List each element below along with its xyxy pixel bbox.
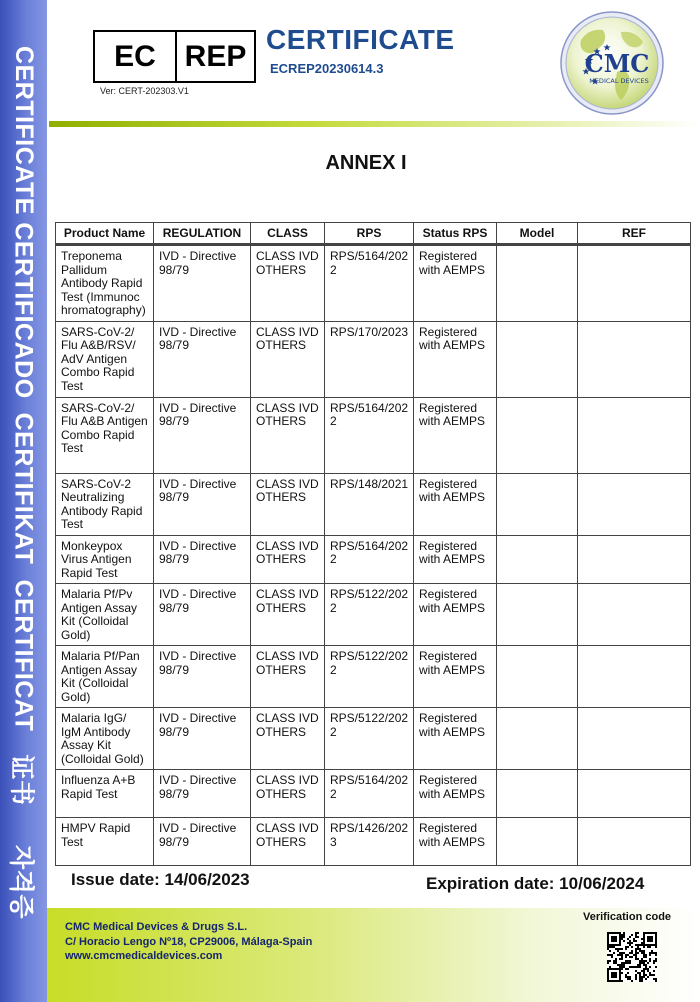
- cell-product-name: Monkeypox Virus Antigen Rapid Test: [56, 535, 154, 584]
- table-row: [56, 245, 691, 322]
- table-row: [56, 708, 691, 770]
- cell-product-name: Influenza A+B Rapid Test: [56, 770, 154, 818]
- cell-product-name: HMPV Rapid Test: [56, 818, 154, 866]
- cell-rps: RPS/170/2023: [325, 321, 414, 397]
- qr-code-icon: [607, 932, 657, 982]
- cell-status-rps: Registered with AEMPS: [414, 321, 497, 397]
- issue-date: Issue date: 14/06/2023: [71, 870, 250, 889]
- cell-status-rps: Registered with AEMPS: [414, 770, 497, 818]
- side-words: [0, 0, 47, 1002]
- cell-status-rps: Registered with AEMPS: [414, 708, 497, 770]
- footer-address: C/ Horacio Lengo Nº18, CP29006, Málaga-Spain: [65, 936, 313, 948]
- cell-model: [497, 397, 578, 473]
- cell-regulation: IVD - Directive 98/79: [154, 646, 251, 708]
- cell-ref: [578, 646, 691, 708]
- products-table: [55, 222, 691, 866]
- cell-class: CLASS IVD OTHERS: [251, 708, 325, 770]
- cell-ref: [578, 584, 691, 646]
- cell-regulation: IVD - Directive 98/79: [154, 770, 251, 818]
- col-header-rps: RPS: [325, 223, 414, 245]
- cell-product-name: Treponema Pallidum Antibody Rapid Test (Immunoc hromatography): [56, 245, 154, 322]
- table-header-row: [56, 223, 691, 245]
- cell-ref: [578, 535, 691, 584]
- cell-class: CLASS IVD OTHERS: [251, 818, 325, 866]
- col-header-product-name: Product Name: [56, 223, 154, 245]
- cell-status-rps: Registered with AEMPS: [414, 818, 497, 866]
- cell-class: CLASS IVD OTHERS: [251, 535, 325, 584]
- cell-ref: [578, 473, 691, 535]
- table-row: [56, 321, 691, 397]
- svg-text:CMC: CMC: [584, 49, 650, 78]
- side-word-certificat: CERTIFICAT: [9, 579, 38, 731]
- cell-ref: [578, 818, 691, 866]
- cell-rps: RPS/5122/202 2: [325, 646, 414, 708]
- cell-model: [497, 535, 578, 584]
- cell-status-rps: Registered with AEMPS: [414, 646, 497, 708]
- cell-ref: [578, 321, 691, 397]
- cell-product-name: SARS-CoV-2/ Flu A&B Antigen Combo Rapid Test: [56, 397, 154, 473]
- footer-website: www.cmcmedicaldevices.com: [65, 950, 223, 962]
- cell-class: CLASS IVD OTHERS: [251, 397, 325, 473]
- cell-class: CLASS IVD OTHERS: [251, 584, 325, 646]
- cell-model: [497, 321, 578, 397]
- cell-regulation: IVD - Directive 98/79: [154, 708, 251, 770]
- cell-product-name: Malaria Pf/Pv Antigen Assay Kit (Colloidal Gold): [56, 584, 154, 646]
- cell-rps: RPS/5164/202 2: [325, 770, 414, 818]
- table-row: [56, 818, 691, 866]
- side-word-certificado: CERTIFICADO: [9, 221, 38, 399]
- cell-ref: [578, 397, 691, 473]
- side-word-korean: 자격증: [6, 845, 35, 919]
- cell-product-name: Malaria IgG/ IgM Antibody Assay Kit (Colloidal Gold): [56, 708, 154, 770]
- cell-regulation: IVD - Directive 98/79: [154, 397, 251, 473]
- col-header-model: Model: [497, 223, 578, 245]
- cell-model: [497, 818, 578, 866]
- cell-model: [497, 708, 578, 770]
- cell-rps: RPS/5164/202 2: [325, 535, 414, 584]
- cell-regulation: IVD - Directive 98/79: [154, 584, 251, 646]
- svg-text:MEDICAL DEVICES: MEDICAL DEVICES: [589, 77, 649, 85]
- cell-status-rps: Registered with AEMPS: [414, 473, 497, 535]
- col-header-ref: REF: [578, 223, 691, 245]
- table-row: [56, 397, 691, 473]
- cell-product-name: SARS-CoV-2/ Flu A&B/RSV/ AdV Antigen Combo Rapid Test: [56, 321, 154, 397]
- cell-class: CLASS IVD OTHERS: [251, 646, 325, 708]
- cell-regulation: IVD - Directive 98/79: [154, 321, 251, 397]
- accent-line: [49, 121, 700, 127]
- cell-regulation: IVD - Directive 98/79: [154, 473, 251, 535]
- annex-title: ANNEX I: [325, 152, 407, 174]
- cmc-globe-logo-icon: [559, 10, 665, 116]
- ec-rep-symbol: [93, 30, 256, 83]
- cell-regulation: IVD - Directive 98/79: [154, 245, 251, 322]
- col-header-status-rps: Status RPS: [414, 223, 497, 245]
- table-row: [56, 584, 691, 646]
- expiration-date: Expiration date: 10/06/2024: [426, 874, 645, 893]
- cell-regulation: IVD - Directive 98/79: [154, 535, 251, 584]
- cell-regulation: IVD - Directive 98/79: [154, 818, 251, 866]
- col-header-regulation: REGULATION: [154, 223, 251, 245]
- cell-product-name: SARS-CoV-2 Neutralizing Antibody Rapid Test: [56, 473, 154, 535]
- cell-status-rps: Registered with AEMPS: [414, 397, 497, 473]
- version-label: Ver: CERT-202303.V1: [100, 86, 189, 96]
- cell-model: [497, 584, 578, 646]
- cell-class: CLASS IVD OTHERS: [251, 473, 325, 535]
- cell-ref: [578, 708, 691, 770]
- side-word-chinese: 证书: [7, 754, 36, 806]
- cell-product-name: Malaria Pf/Pan Antigen Assay Kit (Colloidal Gold): [56, 646, 154, 708]
- ec-label: EC: [95, 32, 177, 81]
- cell-model: [497, 646, 578, 708]
- cell-rps: RPS/5122/202 2: [325, 708, 414, 770]
- rep-label: REP: [184, 39, 247, 73]
- col-header-class: CLASS: [251, 223, 325, 245]
- verification-code-label: Verification code: [583, 911, 672, 923]
- cell-status-rps: Registered with AEMPS: [414, 245, 497, 322]
- cell-rps: RPS/5164/202 2: [325, 245, 414, 322]
- cell-rps: RPS/5122/202 2: [325, 584, 414, 646]
- cell-rps: RPS/148/2021: [325, 473, 414, 535]
- cell-class: CLASS IVD OTHERS: [251, 245, 325, 322]
- cell-ref: [578, 770, 691, 818]
- cell-model: [497, 770, 578, 818]
- certificate-title: CERTIFICATE: [266, 24, 455, 55]
- cell-rps: RPS/1426/202 3: [325, 818, 414, 866]
- table-row: [56, 646, 691, 708]
- side-word-certifikat: CERTIFIKAT: [9, 412, 38, 564]
- cell-status-rps: Registered with AEMPS: [414, 535, 497, 584]
- cell-class: CLASS IVD OTHERS: [251, 770, 325, 818]
- certificate-number: ECREP20230614.3: [270, 61, 384, 76]
- cell-model: [497, 473, 578, 535]
- cell-class: CLASS IVD OTHERS: [251, 321, 325, 397]
- side-word-certificate: CERTIFICATE: [9, 45, 38, 215]
- cell-rps: RPS/5164/202 2: [325, 397, 414, 473]
- table-row: [56, 473, 691, 535]
- footer-company: CMC Medical Devices & Drugs S.L.: [65, 921, 248, 933]
- cell-ref: [578, 245, 691, 322]
- cell-status-rps: Registered with AEMPS: [414, 584, 497, 646]
- cell-model: [497, 245, 578, 322]
- table-row: [56, 770, 691, 818]
- table-row: [56, 535, 691, 584]
